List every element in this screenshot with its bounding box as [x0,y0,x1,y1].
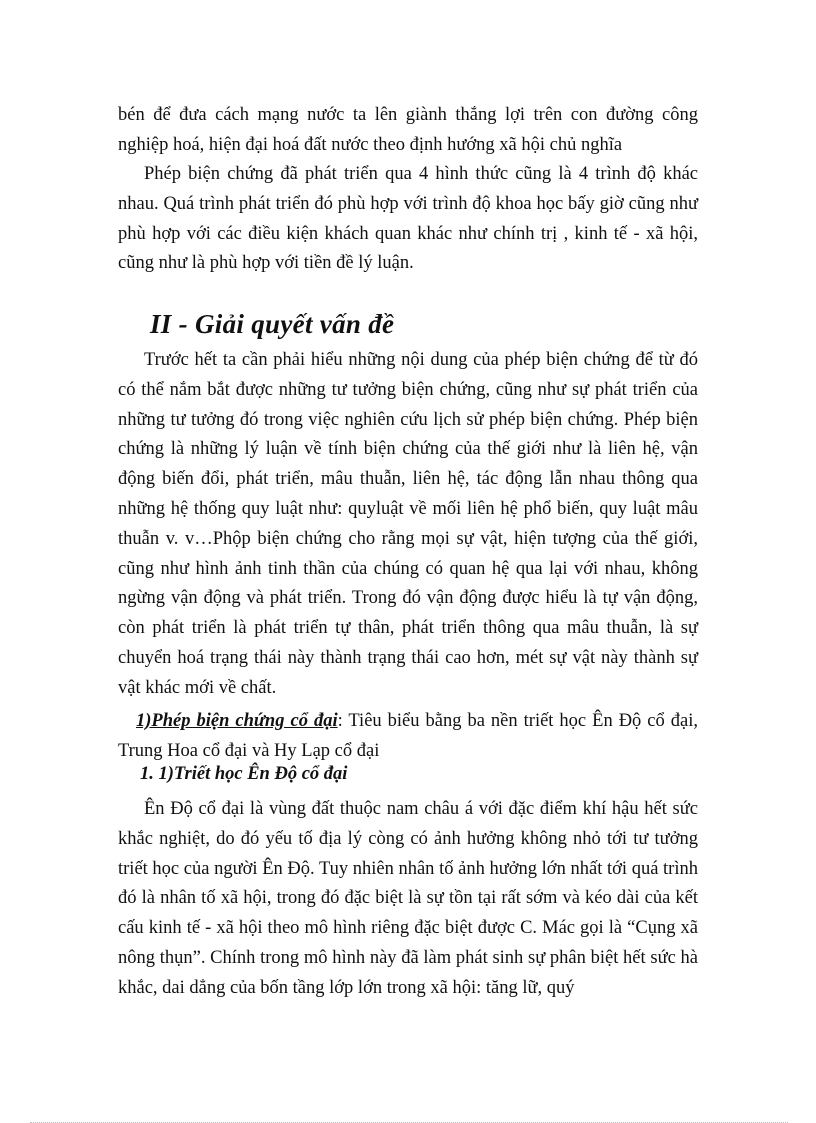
paragraph-3: Trước hết ta cần phải hiểu những nội dung của phép biện chứng để từ đó có thể nắm bắt được những tư tưởng biện chứng, cũng như sự phát triển của những tư tưởng đó trong việc nghiên cứu lịch sử phép biện chứng. Phép biện chứng là những lý luận về tính biện chứng của thế giới như là liên hệ, vận động biến đổi, phát triển, mâu thuẫn, liên hệ, tác động lẫn nhau thông qua những hệ thống quy luật như: quyluật về mối liên hệ phổ biến, quy luật mâu thuẫn v. v…Phộp biện chứng cho rằng mọi sự vật, hiện tượng của thế giới, cũng như hình ảnh tinh thần của chúng có quan hệ qua lại với nhau, không ngừng vận động và phát triển. Trong đó vận động được hiểu là tự vận động, còn phát triển là phát triển tự thân, phát triển thông qua mâu thuẫn, là sự chuyển hoá trạng thái này thành trạng thái cao hơn, mét sự vật này thành sự vật khác mới về chất. [118,350,698,698]
paragraph-5: Ên Độ cổ đại là vùng đất thuộc nam châu á với đặc điểm khí hậu hết sức khắc nghiệt, do đó yếu tố địa lý còng có ảnh hưởng không nhỏ tới tư tưởng triết học của người Ên Độ. Tuy nhiên nhân tố ảnh hưởng lớn nhất tới quá trình đó là nhân tố xã hội, trong đó đặc biệt là sự tồn tại rất sớm và kéo dài của kết cấu kinh tế - xã hội theo mô hình riêng đặc biệt được C. Mác gọi là “Cụng xã nông thụn”. Chính trong mô hình này đã làm phát sinh sự phân biệt hết sức hà khắc, dai dẳng của bốn tầng lớp lớn trong xã hội: tăng lữ, quý [118,799,698,998]
paragraph-4 [118,707,698,767]
paragraph-2: Phép biện chứng đã phát triển qua 4 hình thức cũng là 4 trình độ khác nhau. Quá trình phát triển đó phù hợp với trình độ khoa học bấy giờ cũng như phù hợp với các điều kiện khách quan khác như chính trị , kinh tế - xã hội, cũng như là phù hợp với tiền đề lý luận. [118,164,698,274]
subsection-label: 1)Phép biện chứng cổ đại [136,711,338,731]
subsection-heading: 1. 1)Triết học Ên Độ cổ đại [140,764,348,784]
paragraph-1: bén để đưa cách mạng nước ta lên giành thắng lợi trên con đường công nghiệp hoá, hiện đại hoá đất nước theo định hướng xã hội chủ nghĩa [118,105,698,155]
subsection-text: : Tiêu biểu bằng ba nền triết học Ên Độ cổ đại, Trung Hoa cổ đại và Hy Lạp cổ đại [118,711,698,761]
section-heading: II - Giải quyết vấn đề [150,309,395,339]
